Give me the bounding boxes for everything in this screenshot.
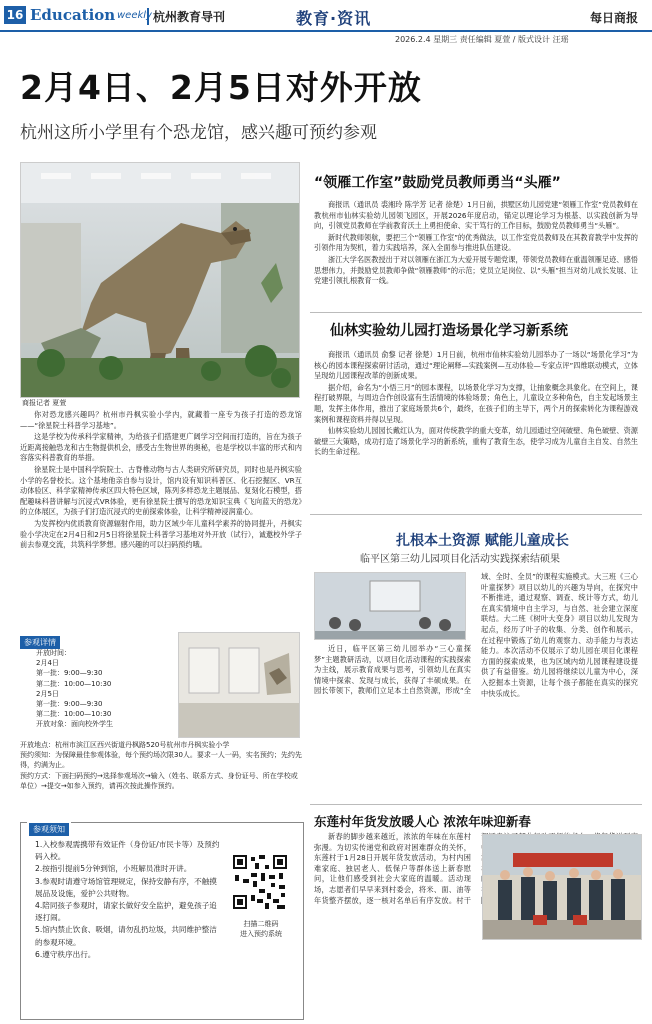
story3-photo-illustration	[315, 573, 465, 639]
story4-photo	[482, 834, 642, 940]
notice-item: 6.遵守秩序出行。	[35, 949, 96, 959]
qr-caption-line: 扫描二维码	[243, 920, 279, 928]
notice-tag-label: 参观须知	[29, 823, 69, 836]
story4-photo-illustration	[483, 835, 641, 939]
notice-item: 5.馆内禁止饮食、吸烟，请勿乱扔垃圾，共同维护整洁的参观环境。	[35, 925, 217, 947]
schedule-line: 2月5日	[36, 689, 59, 698]
lead-paragraph: 徐星院士是中国科学院院士、古脊椎动物与古人类研究所研究员，同时也是丹枫实验小学的名誉校长。这个基地他亲自参与设计，馆内设有知识科普区、化石挖掘区、VR互动体验区、科学家精神传承区四大特色区域，陈列多样恐龙主题展品、复刻化石模型，搭配趣味科普讲解与沉浸式VR体验，更有徐星院士撰写的恐龙知识宝典《飞向蓝天的恐龙》的立体展区，为孩子们打造沉浸式的史前探索体验，让科学精神浸润童心。	[20, 464, 302, 517]
notice-list	[35, 839, 221, 961]
lead-paragraph: 为发挥校内优质教育资源辐射作用，助力区域少年儿童科学素养的协同提升，丹枫实验小学决定在2月4日和2月5日将徐星院士科普学习基地对外开放（试行），诚邀校外学子前去参观交流，共筑科学梦想。感兴趣的可以扫码预约哦。	[20, 518, 302, 550]
museum-interior-photo	[178, 632, 300, 738]
story4-title: 东莲村年货发放暖人心 浓浓年味迎新春	[314, 814, 531, 829]
page-number: 16	[4, 6, 26, 24]
education-wordmark: Education	[30, 6, 116, 24]
story1-body	[314, 200, 638, 288]
story2-paragraph: 仙林实验幼儿园园长戴红认为，面对传统教学的重大变革，幼儿园通过空间破壁、角色破壁、资源破壁三大策略，成功打造了场景化学习的新系统，重构了教育生态，使学习成为儿童自主自发、自然生长的生命过程。	[314, 426, 638, 457]
notice-item: 4.陪同孩子参观时，请家长做好安全监护，避免孩子追逐打闹。	[35, 901, 217, 923]
story1-paragraph: 商报讯（通讯员 裘湘玲 陈学芳 记者 徐楚）1月日前，拱墅区幼儿园党建“领雁工作室”党员教师在教杭州市仙林实验幼儿园领飞园区，开展2026年度启动，锚定以理论学习为根基、以实践创新为导向，引领党员教师在学前教育沃土上勇担使命、实干笃行的工作目标，鼓励党员教师勇当“头雁”。	[314, 200, 638, 231]
visit-method: 预约方式：下面扫码预约→选择参观场次→输入（姓名、联系方式、身份证号、所在学校或单位）→提交→如参入预约，请再次按此操作预约。	[20, 771, 298, 790]
story2-title: 仙林实验幼儿园打造场景化学习新系统	[330, 323, 568, 339]
story3-paragraph: 近日，临平区第三幼儿园举办“三心童探梦”主题教研活动，以项目化活动课程的实践探索为主线，展示教育成果与思考，引领幼儿在真实情境中探索、发现与成长，获得了丰硕成果。在园长带领下，教师们立足本土自然资源，形成“全域、全时、全员”的课程实施模式。大三班《三心叶童探梦》项目以幼儿的兴趣为导向，在探究中不断推进，通过观察、调查、统计等方式，幼儿在真实情境中自主学习，与自然、社会建立深度联结。大二班《树叶大变身》项目以幼儿发现为起点，经历了叶子的收集、分类、创作和展示，在过程中锻炼了幼儿的观察力、动手能力与表达能力。本次活动不仅展示了幼儿园在项目化课程方面的探索成果，也为区域内幼儿园课程建设提供了有益借鉴。幼儿园将继续以儿童为中心，深入挖掘本土资源，让每个孩子都能在真实的探究中快乐成长。	[314, 572, 638, 698]
dinosaur-photo-illustration	[21, 163, 299, 397]
story1-title: “领雁工作室”鼓励党员教师勇当“头雁”	[314, 175, 561, 191]
dateline: 2026.2.4 星期三 责任编辑 夏萱 / 版式设计 汪瑶	[395, 35, 569, 44]
qr-code-graphic	[231, 853, 289, 911]
schedule-line: 第一批：9:00—9:30	[36, 669, 103, 678]
visit-info-text	[20, 740, 302, 791]
photo-credit: 商报记者 夏萱	[22, 399, 67, 407]
notice-item: 3.参观时请遵守场馆管理规定，保持安静有序，不触摸展品及设施，爱护公共财物。	[35, 876, 217, 898]
schedule-line: 2月4日	[36, 659, 59, 668]
lead-body	[20, 410, 302, 552]
story3-subtitle: 临平区第三幼儿园项目化活动实践探索结硕果	[360, 554, 560, 565]
notice-item: 2.按指引提前5分钟到馆，小班解员准时开讲。	[35, 864, 192, 874]
story3-title: 扎根本土资源 赋能儿童成长	[396, 533, 569, 549]
column-name: 杭州教育导刊	[147, 8, 225, 25]
visit-address: 开放地点：杭州市滨江区西兴街道丹枫路520号杭州市丹枫实验小学	[20, 741, 230, 749]
qr-code-icon[interactable]	[231, 853, 289, 911]
visit-details-tag	[20, 630, 60, 649]
notice-item: 1.入校参观需携带有效证件（身份证/市民卡等）及预约码入校。	[35, 840, 220, 862]
schedule-line: 第一批：9:00—9:30	[36, 700, 103, 709]
schedule-line: 开放时间：	[36, 649, 71, 657]
story3-photo	[314, 572, 466, 640]
lead-paragraph: 这是学校为传承科学家精神，为给孩子们搭建更广阔学习空间而打造的，旨在为孩子近距离接触恐龙和古生物提供机会，感受古生物世界的奥秘，也是学校以丰富的形式和内容落实科普教育的举措。	[20, 432, 302, 463]
museum-photo-illustration	[179, 633, 299, 737]
newspaper-name: 每日商报	[590, 11, 639, 25]
story2-body	[314, 350, 638, 459]
visit-notice-box	[20, 822, 304, 1020]
dinosaur-hall-photo	[20, 162, 300, 398]
weekly-wordmark: weekly	[117, 10, 152, 21]
story2-paragraph: 商报讯（通讯员 俞黎 记者 徐楚）1月日前，杭州市仙林实验幼儿园举办了一场以“场景化学习”为核心的园本课程探索研讨活动，通过“理论阐释—实践案例—互动体验—专家点评”四维联动模式，立体呈现幼儿园课程改革的创新成果。	[314, 350, 638, 381]
schedule-line: 开放对象：面向校外学生	[36, 720, 113, 729]
divider	[310, 514, 642, 515]
visit-tag-label: 参观详情	[20, 636, 60, 649]
divider	[310, 312, 642, 313]
qr-caption	[229, 919, 293, 939]
section-title: 教育·资讯	[296, 9, 372, 28]
lead-paragraph: 你对恐龙感兴趣吗？杭州市丹枫实验小学内，就藏着一座专为孩子打造的恐龙馆——“徐星院士科普学习基地”。	[20, 410, 302, 430]
schedule-line: 第二批：10:00—10:30	[36, 679, 112, 688]
story4-paragraph: 新春的脚步越来越近，浓浓的年味在东莲村弥漫。为切实传递党和政府对困难群众的关怀，东莲村于1月28日开展年货发放活动，为村内困难家庭、独居老人、低保户等群体送上新春慰问，让他们感受到社会大家庭的温暖。活动现场，志愿者们早早来到村委会，将米、面、油等年货整齐摆放，逐一核对名单后有序发放。村干	[314, 832, 471, 905]
story1-paragraph: 新时代教师领航，要把三个“领雁工作室”的优秀做法，以工作室党员教师及在其教育教学中发挥的引领作用为契机，着力实践培养，深入全面参与推进队伍建设。	[314, 232, 638, 253]
visit-booking: 预约须知：为保障最佳参观体验，每个预约场次限30人。要求一人一码，实名预约；先约先得，约满为止。	[20, 751, 302, 770]
qr-caption-line: 进入预约系统	[240, 930, 282, 939]
lead-headline: 2月4日、2月5日对外开放	[20, 68, 422, 107]
visit-schedule	[36, 648, 166, 730]
story3-body	[314, 572, 638, 800]
notice-tag	[27, 817, 71, 836]
story2-paragraph: 据介绍，命名为“小悟三月”的园本课程，以场景化学习为支撑，让抽象概念具象化。在空间上，课程打破界限，与周边合作创设富有生活情境的体验场景；角色上，儿童设立多种角色，自主发起场景主题，发挥主体作用，推出了家庭场景共6个，最终，在孩子们的主导下，两个月的探索转化为课程游戏案例和课程资料并得以呈现。	[314, 382, 638, 424]
divider	[310, 804, 642, 805]
lead-subhead: 杭州这所小学里有个恐龙馆，感兴趣可预约参观	[20, 123, 377, 143]
story1-paragraph: 浙江大学名医教授出于对以领雁在浙江为大爱开展专题党课，带领党员教师在重温领雁足迹、感悟思想伟力，并鼓励党员教师争做“领雁教师”的示范；党员立足岗位、以“头雁”担当对幼儿成长发展、让党建引领扎根教育一线。	[314, 254, 638, 286]
schedule-line: 第二批：10:00—10:30	[36, 710, 112, 719]
